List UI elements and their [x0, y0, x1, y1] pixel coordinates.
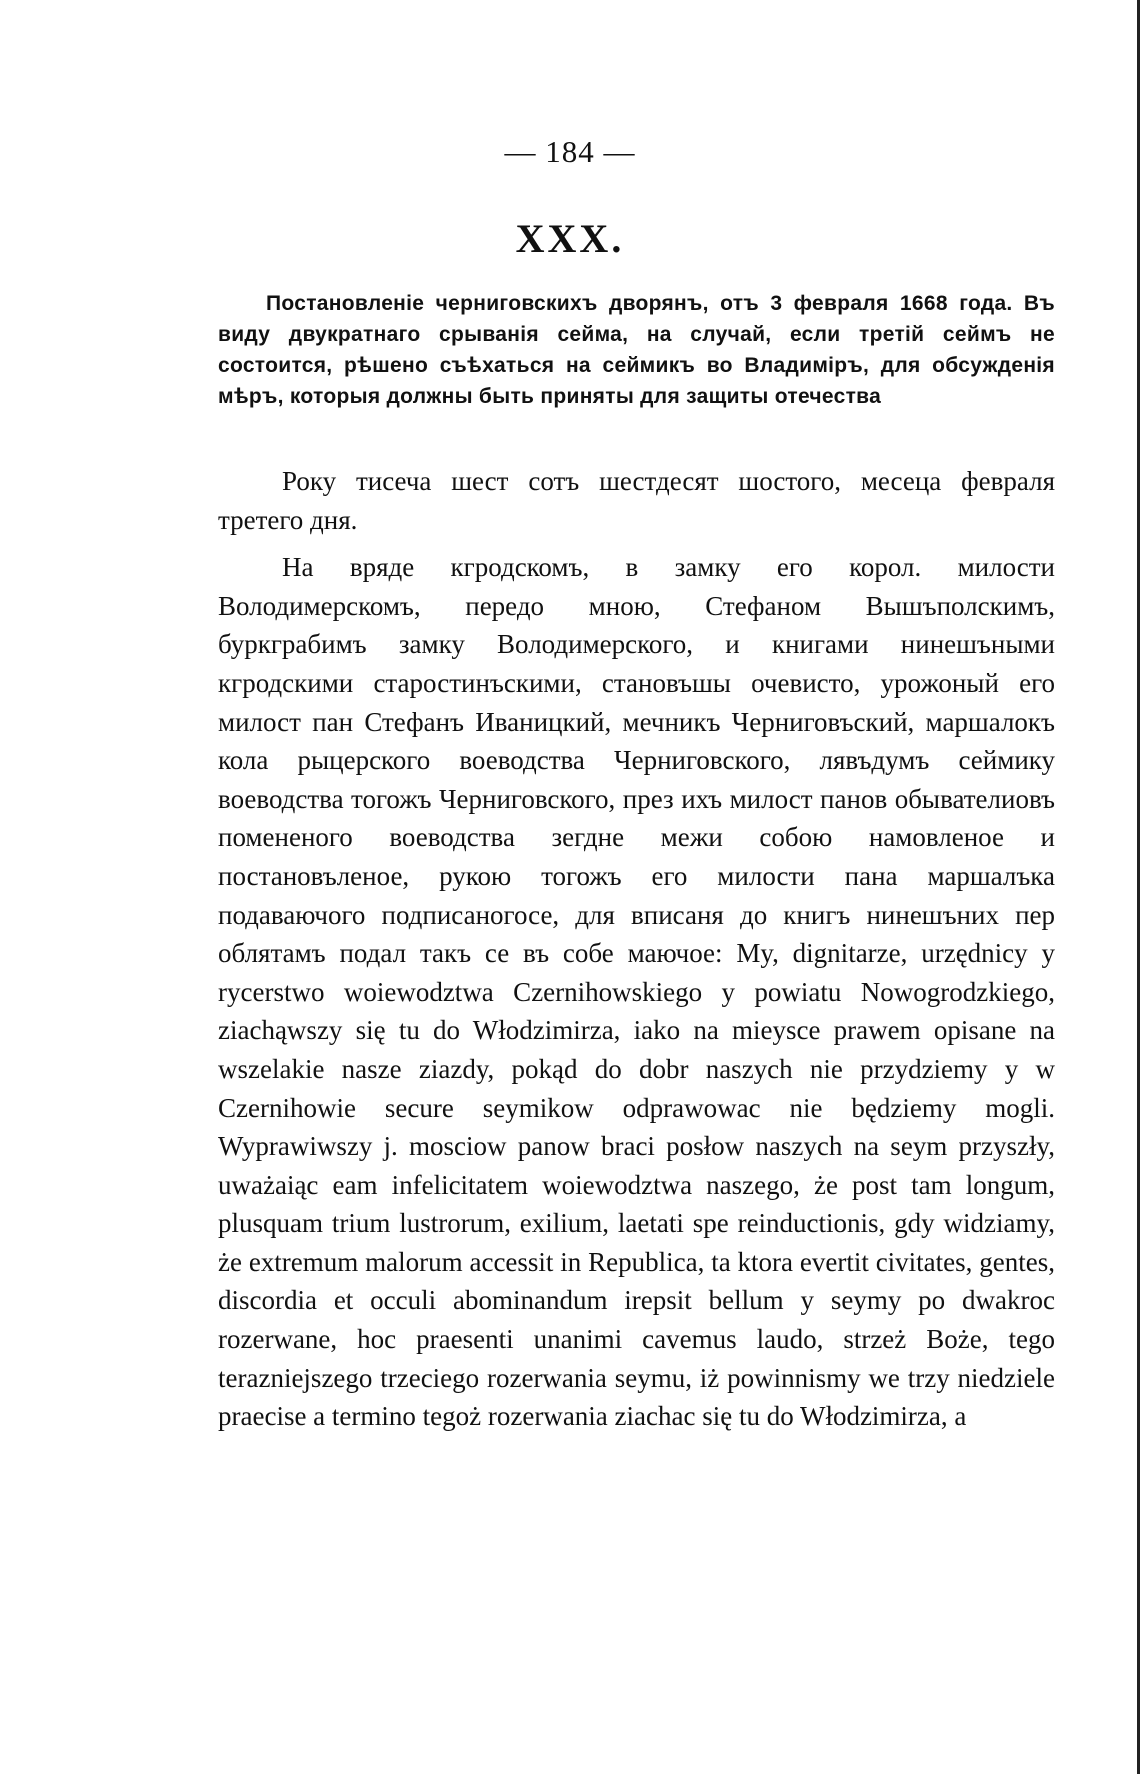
paragraph-date: Року тисеча шест сотъ шестдесят шостого, месеца февраля третего дня.: [218, 466, 1055, 535]
paragraph-main: На вряде кгродскомъ, в замку его корол. милости Володимерскомъ, передо мною, Стефаном Вышъполскимъ, буркграбимъ замку Володимерского, и книгами нинешъными кгродскими старостинъскими, становъшы очевисто, урожоный его милост пан Стефанъ Иваницкий, мечникъ Черниговъский, маршалокъ кола рыцерского воеводства Черниговского, лявъдумъ сеймику воеводства тогожъ Черниговского, през ихъ милост панов обывателиовъ помененого воеводства зегдне межи собою намовленое и постановъленое, рукою тогожъ его милости пана маршалъка подаваючого подписаногосе, для вписаня до книгъ нинешъних пер облятамъ подал такъ се въ собе маючое: My, dignitarze, urzędnicy y rycerstwo woiewodztwa Czernihowskiego y powiatu Nowogrodzkiego, ziachąwszy się tu do Włodzimirza, iako na mieysce prawem opisane na wszelakie nasze ziazdy, pokąd do dobr naszych nie przydziemy y w Czernihowie secure seymikow odprawowac nie będziemy mogli. Wyprawiwszy j. mosciow panow braci posłow naszych na seym przyszły, uważaiąc eam infelicitatem woiewodztwa naszego, że post tam longum, plusquam trium lustrorum, exilium, laetati spe reinductionis, gdy widziamy, że extremum malorum accessit in Republica, ta ktora evertit civitates, gentes, discordia et occuli abominandum irepsit bellum y seymy po dwakroc rozerwane, hoc praesenti unanimi cavemus laudo, strzeż Boże, tego terazniejszego trzeciego rozerwania seymu, iż powinnismy we trzy niedziele praecise a termino tegoż rozerwania ziachac się tu do Włodzimirza, a: [218, 552, 1055, 1432]
document-heading: Постановленіе черниговскихъ дворянъ, отъ 3 февраля 1668 года. Въ виду двукратнаго срыванія сейма, на случай, если третій сеймъ не состоится, рѣшено съѣхаться на сеймикъ во Владиміръ, для обсужденія мѣръ, которыя должны быть приняты для защиты отечества: [218, 292, 1055, 408]
document-body: [218, 462, 1055, 1436]
section-title: XXX.: [515, 216, 625, 261]
page-number: — 184 —: [504, 134, 636, 169]
